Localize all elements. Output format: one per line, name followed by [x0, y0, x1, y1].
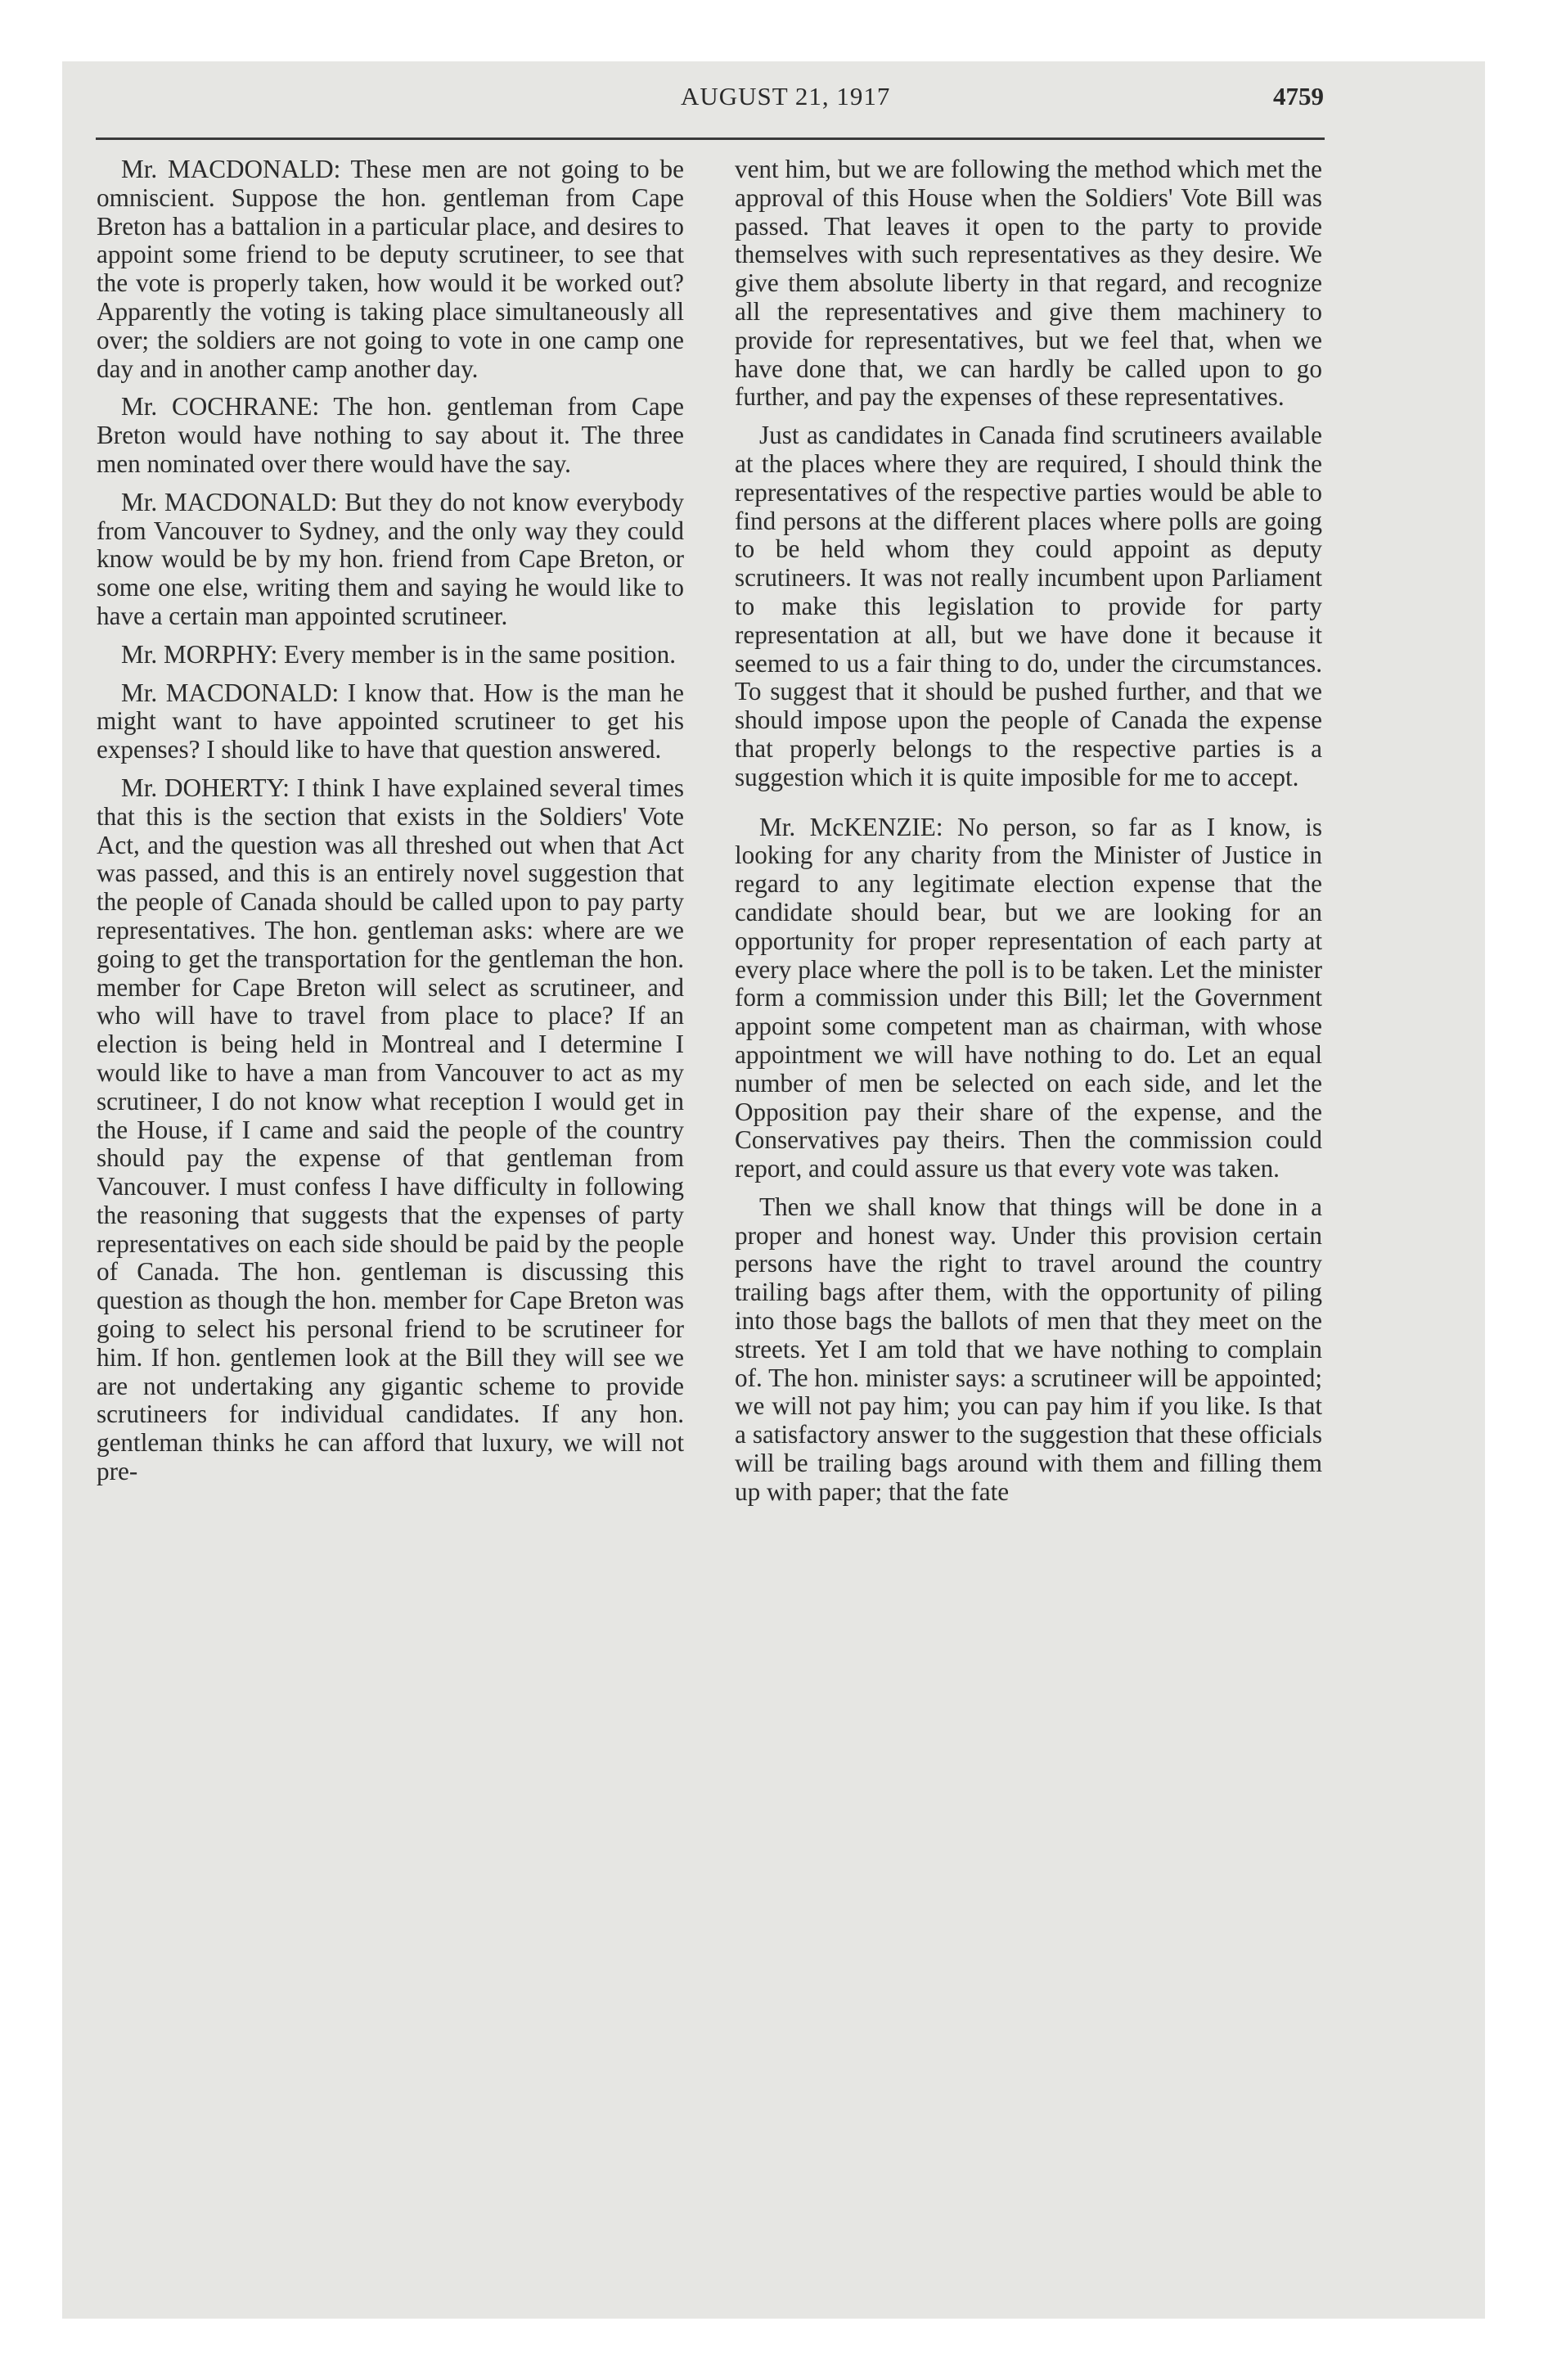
- header-date: AUGUST 21, 1917: [681, 82, 891, 110]
- paragraph: Mr. MACDONALD: These men are not going to be omniscient. Suppose the hon. gentleman from Cape Breton has a battalion in a particular place, and desires to appoint some friend to be deputy scrutineer, to see that the vote is properly taken, how would it be worked out? Apparently the voting is taking place simultaneously all over; the soldiers are not going to vote in one camp one day and in another camp another day.: [97, 155, 684, 383]
- paragraph: Mr. MORPHY: Every member is in the same position.: [121, 639, 677, 669]
- paragraph: Mr. MACDONALD: But they do not know everybody from Vancouver to Sydney, and the only way they could know would be by my hon. friend from Cape Breton, or some one else, writing them and saying he would like to have a certain man appointed scrutineer.: [97, 487, 684, 630]
- header-rule: [96, 137, 1325, 140]
- page-header: [97, 82, 1324, 131]
- page-number: 4759: [1273, 82, 1324, 110]
- right-column: [735, 156, 1322, 1517]
- paragraph: Then we shall know that things will be done in a proper and honest way. Under this provision certain persons have the right to travel around the country trailing bags after them, with the opportunity of piling into those bags the ballots of men that they meet on the streets. Yet I am told that we have nothing to complain of. The hon. minister says: a scrutineer will be appointed; we will not pay him; you can pay him if you like. Is that a satisfactory answer to the suggestion that these officials will be trailing bags around with them and filling them up with paper; that the fate: [735, 1192, 1322, 1506]
- left-column: [97, 156, 684, 1496]
- paragraph: Mr. McKENZIE: No person, so far as I know, is looking for any charity from the Minister of Justice in regard to any legitimate election expense that the candidate should bear, but we are looking for an opportunity for proper representation of each party at every place where the poll is to be taken. Let the minister form a commission under this Bill; let the Government appoint some competent man as chairman, with whose appointment we will have nothing to do. Let an equal number of men be selected on each side, and let the Opposition pay their share of the expense, and the Conservatives pay theirs. Then the commission could report, and could assure us that every vote was taken.: [735, 812, 1322, 1183]
- paragraph: Mr. COCHRANE: The hon. gentleman from Cape Breton would have nothing to say about it. The three men nominated over there would have the say.: [97, 392, 684, 478]
- paragraph: Just as candidates in Canada find scrutineers available at the places where they are required, I should think the representatives of the respective parties would be able to find persons at the different places where polls are going to be held whom they could appoint as deputy scrutineers. It was not really incumbent upon Parliament to make this legislation to provide for party representation at all, but we have done it because it seemed to us a fair thing to do, under the circumstances. To suggest that it should be pushed further, and that we should impose upon the people of Canada the expense that properly belongs to the respective parties is a suggestion which it is quite imposible for me to accept.: [735, 421, 1322, 791]
- paragraph: Mr. MACDONALD: I know that. How is the man he might want to have appointed scrutineer to get his expenses? I should like to have that question answered.: [97, 678, 684, 764]
- paragraph: vent him, but we are following the method which met the approval of this House when the Soldiers' Vote Bill was passed. That leaves it open to the party to provide themselves with such representatives as they desire. We give them absolute liberty in that regard, and recognize all the representatives and give them machinery to provide for representatives, but we feel that, when we have done that, we can hardly be called upon to go further, and pay the expenses of these representatives.: [735, 155, 1322, 412]
- paragraph: Mr. DOHERTY: I think I have explained several times that this is the section that exists in the Soldiers' Vote Act, and the question was all threshed out when that Act was passed, and this is an entirely novel suggestion that the people of Canada should be called upon to pay party representatives. The hon. gentleman asks: where are we going to get the transportation for the gentleman the hon. member for Cape Breton will select as scrutineer, and who will have to travel from place to place? If an election is being held in Montreal and I determine I would like to have a man from Vancouver to act as my scrutineer, I do not know what reception I would get in the House, if I came and said the people of the country should pay the expense of that gentleman from Vancouver. I must confess I have difficulty in following the reasoning that suggests that the expenses of party representatives on each side should be paid by the people of Canada. The hon. gentleman is discussing this question as though the hon. member for Cape Breton was going to select his personal friend to be scrutineer for him. If hon. gentlemen look at the Bill they will see we are not undertaking any gigantic scheme to provide scrutineers for individual candidates. If any hon. gentleman thinks he can afford that luxury, we will not pre-: [97, 773, 684, 1486]
